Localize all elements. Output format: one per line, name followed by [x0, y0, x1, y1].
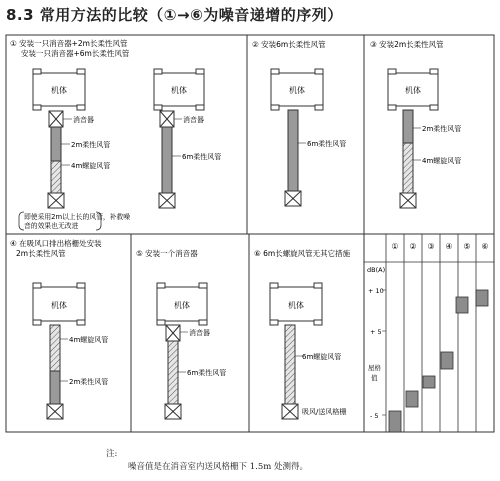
p3-spiral-label: 4m螺旋风管: [422, 157, 462, 165]
panel-2-frame: [247, 35, 364, 234]
scale-bar-6: [476, 290, 488, 306]
p5-spiral-duct: [168, 341, 178, 404]
p3-flex-duct: [403, 110, 413, 143]
p4-spiral-duct: [50, 325, 60, 371]
scale-frame: [364, 234, 494, 432]
p1b-flex-label: 6m柔性风管: [182, 153, 222, 161]
scale-tick-plus5: + 5: [370, 328, 382, 336]
p4-flex-duct: [50, 371, 60, 404]
p3-header: ③ 安装2m长柔性风管: [370, 40, 444, 49]
p6-unit-label: 机体: [288, 301, 304, 310]
p2-flex-label: 6m柔性风管: [307, 140, 347, 148]
page-title: 8.3 常用方法的比较（①→⑥为噪音递增的序列）: [6, 6, 343, 24]
scale-bar-2: [406, 391, 418, 407]
p1-header-2: 安装一只消音器+6m长柔性风管: [21, 49, 130, 58]
p1-note-2: 音的效果也无改进: [24, 222, 79, 230]
p1a-silencer-label: 消音器: [73, 116, 94, 124]
p5-silencer-label: 消音器: [189, 329, 210, 337]
p6-spiral-duct: [285, 325, 295, 404]
p2-header: ② 安装6m长柔性风管: [252, 40, 326, 49]
scale-col-6: ⑥: [481, 242, 489, 251]
scale-col-4: ④: [445, 242, 453, 251]
scale-bar-4: [441, 352, 453, 369]
p1a-unit-label: 机体: [51, 86, 67, 95]
scale-tick-minus5: - 5: [370, 412, 379, 420]
p4-spiral-label: 4m螺旋风管: [69, 336, 109, 344]
p1a-spiral-duct: [51, 161, 61, 193]
p4-flex-label: 2m柔性风管: [69, 378, 109, 386]
p3-spiral-duct: [403, 143, 413, 193]
scale-tick-plus10: + 10: [368, 287, 384, 295]
p1b-unit-label: 机体: [171, 86, 187, 95]
footnote-label: 注:: [106, 449, 118, 459]
p1a-spiral-label: 4m螺旋风管: [71, 162, 111, 170]
scale-bar-1: [389, 411, 401, 432]
scale-col-2: ②: [409, 242, 417, 251]
p5-unit-label: 机体: [174, 301, 190, 310]
scale-col-5: ⑤: [463, 242, 471, 251]
scale-header-row: [364, 234, 494, 432]
scale-axis-label-1: 屋格: [368, 364, 381, 372]
p4-header-2: 2m长柔性风管: [16, 249, 66, 258]
scale-bar-5: [456, 297, 468, 313]
p1b-silencer-label: 消音器: [183, 116, 204, 124]
p1a-flex-label: 2m柔性风管: [71, 141, 111, 149]
scale-col-3: ③: [427, 242, 435, 251]
scale-col-1: ①: [391, 242, 399, 251]
p6-grille-label: 吸风/送风格栅: [302, 408, 347, 416]
p2-flex-duct: [288, 110, 298, 191]
scale-unit: dB(A): [367, 266, 386, 274]
panel-3-frame: [364, 35, 494, 234]
scale-axis-label-2: 值: [371, 374, 378, 382]
p1-note-1: 即使采用2m以上长的风管，补救噪: [24, 213, 131, 221]
p2-unit-label: 机体: [289, 86, 305, 95]
panel-4-frame: [6, 234, 131, 432]
panel-6-frame: [249, 234, 364, 432]
scale-bar-3: [423, 376, 435, 388]
p5-flex-label: 6m柔性风管: [187, 369, 227, 377]
p1a-flex-duct: [51, 127, 61, 161]
p6-header: ⑥ 6m长螺旋风管无其它措施: [254, 249, 351, 258]
p1b-flex-duct: [162, 127, 172, 193]
p1-header-1: ① 安装一只消音器+2m长柔性风管: [10, 39, 128, 48]
p4-header-1: ④ 在吸风口排出格栅处安装: [10, 239, 102, 248]
footnote-text: 噪音值是在消音室内送风格栅下 1.5m 处测得。: [128, 462, 308, 472]
p3-unit-label: 机体: [405, 86, 421, 95]
panel-1-frame: [6, 35, 247, 234]
p4-unit-label: 机体: [51, 301, 67, 310]
p3-flex-label: 2m柔性风管: [422, 125, 462, 133]
p6-spiral-label: 6m螺旋风管: [302, 353, 342, 361]
p5-header: ⑤ 安装一个消音器: [136, 249, 198, 258]
